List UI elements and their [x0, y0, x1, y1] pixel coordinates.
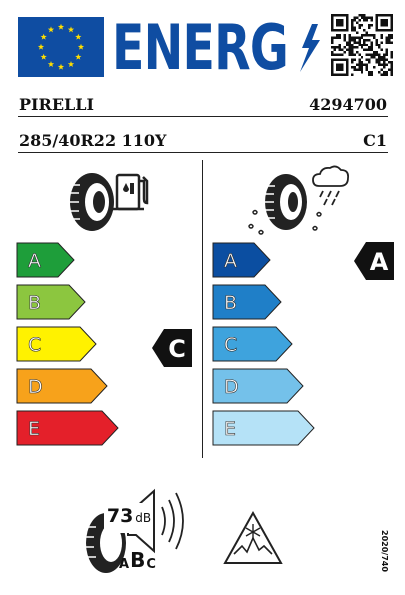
wet-grip-scale: [212, 242, 322, 456]
noise-value: 73: [106, 505, 134, 527]
wet-class-e: [213, 411, 314, 445]
regulation-number: 2020/740: [380, 530, 389, 572]
wet-class-d: [213, 369, 303, 403]
wet-class-label: A: [224, 250, 237, 272]
wet-bar: [213, 243, 270, 277]
energy-word: ENERG: [112, 14, 288, 80]
wet-class-label: D: [224, 376, 239, 398]
noise-class-letters: [119, 548, 156, 572]
wet-rating-letter: A: [369, 248, 389, 276]
noise-unit: dB: [135, 511, 152, 525]
fuel-class-c: [17, 327, 96, 361]
fuel-class-e: [17, 411, 118, 445]
tyre-icon: [265, 174, 307, 230]
column-divider: [202, 160, 203, 458]
fuel-class-a: [17, 243, 74, 277]
fuel-class-label: C: [28, 334, 42, 356]
noise-class-b: B: [130, 548, 146, 572]
wet-class-label: E: [224, 418, 237, 440]
wet-grip-icon: [243, 164, 358, 243]
fuel-class-label: E: [28, 418, 41, 440]
article-number: 4294700: [309, 95, 387, 114]
snowflake-icon: [246, 524, 260, 540]
noise-value-box: [104, 505, 154, 533]
rain-cloud-icon: [313, 166, 348, 205]
fuel-class-b: [17, 285, 85, 319]
fuel-efficiency-icon: [56, 167, 156, 241]
wet-class-label: C: [224, 334, 238, 356]
divider-top: [18, 116, 388, 117]
fuel-class-label: B: [28, 292, 42, 314]
tyre-icon: [70, 173, 114, 231]
wet-class-c: [213, 327, 292, 361]
snow-grip-icon: [222, 510, 284, 570]
wet-class-a: [213, 243, 270, 277]
fuel-efficiency-rating: [152, 329, 192, 371]
fuel-rating-letter: C: [168, 335, 186, 363]
energy-title: [112, 14, 324, 84]
qr-code: [331, 14, 393, 76]
eu-flag: [18, 17, 104, 77]
sound-waves-icon: [162, 493, 183, 549]
wet-class-label: B: [224, 292, 238, 314]
divider-bottom: [18, 152, 388, 153]
energy-bolt-icon: [300, 24, 320, 72]
tyre-class: C1: [363, 131, 387, 150]
fuel-class-label: D: [28, 376, 43, 398]
fuel-bar: [17, 243, 74, 277]
brand-name: PIRELLI: [19, 95, 94, 114]
fuel-class-label: A: [28, 250, 41, 272]
wet-grip-rating: [354, 242, 394, 284]
noise-class-c: C: [146, 557, 156, 572]
tyre-size: 285/40R22 110Y: [19, 131, 167, 150]
wet-class-b: [213, 285, 281, 319]
noise-class-a: A: [119, 557, 130, 572]
fuel-class-d: [17, 369, 107, 403]
fuel-efficiency-scale: [16, 242, 126, 456]
